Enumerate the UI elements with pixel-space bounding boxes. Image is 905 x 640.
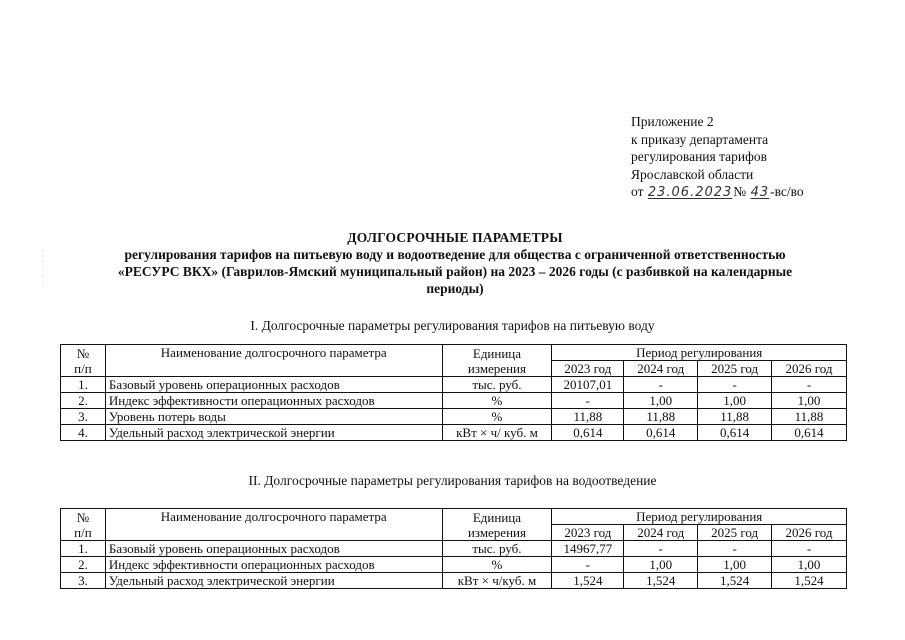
- table-header-row: [61, 509, 847, 525]
- row-value-2023: 0,614: [552, 425, 624, 441]
- row-value-2025: 1,524: [698, 573, 772, 589]
- row-param-name: Базовый уровень операционных расходов: [105, 541, 442, 557]
- row-value-2024: 1,524: [624, 573, 698, 589]
- appendix-line-2: к приказу департамента: [631, 131, 769, 147]
- row-value-2024: 0,614: [624, 425, 698, 441]
- row-value-2024: -: [624, 377, 698, 393]
- row-unit: тыс. руб.: [442, 541, 552, 557]
- row-value-2024: 1,00: [624, 557, 698, 573]
- table-row: [61, 409, 847, 425]
- drinking-water-table: [60, 344, 847, 441]
- row-unit: тыс. руб.: [442, 377, 552, 393]
- row-value-2024: 1,00: [624, 393, 698, 409]
- row-unit: %: [442, 557, 552, 573]
- table-row: [61, 425, 847, 441]
- number-suffix: -вс/во: [770, 184, 804, 199]
- table-row: [61, 541, 847, 557]
- row-value-2026: 0,614: [772, 425, 847, 441]
- header-param-name: Наименование долгосрочного параметра: [105, 345, 442, 377]
- header-num: [61, 509, 106, 541]
- row-num: 1.: [61, 377, 106, 393]
- section-1-heading: I. Долгосрочные параметры регулирования тарифов на питьевую воду: [250, 318, 655, 333]
- row-value-2026: 1,00: [772, 393, 847, 409]
- header-num-line1: №: [76, 345, 90, 361]
- row-num: 1.: [61, 541, 106, 557]
- row-value-2023: 14967,77: [552, 541, 624, 557]
- order-number: 43: [750, 185, 770, 200]
- title-line-4: периоды): [426, 281, 484, 296]
- header-unit: [442, 509, 552, 541]
- row-value-2023: 1,524: [552, 573, 624, 589]
- row-param-name: Удельный расход электрической энергии: [105, 573, 442, 589]
- row-value-2025: -: [698, 541, 772, 557]
- row-param-name: Удельный расход электрической энергии: [105, 425, 442, 441]
- header-unit: [442, 345, 552, 377]
- header-year-2023: 2023 год: [552, 525, 624, 541]
- appendix-date-line: [631, 183, 804, 202]
- header-year-2025: 2025 год: [698, 361, 772, 377]
- row-value-2024: 11,88: [624, 409, 698, 425]
- scan-artifact: [38, 250, 48, 290]
- row-num: 2.: [61, 393, 106, 409]
- row-param-name: Индекс эффективности операционных расходов: [105, 557, 442, 573]
- row-value-2025: 1,00: [698, 393, 772, 409]
- row-value-2025: 1,00: [698, 557, 772, 573]
- table-row: [61, 393, 847, 409]
- row-param-name: Индекс эффективности операционных расходов: [105, 393, 442, 409]
- row-value-2023: 20107,01: [552, 377, 624, 393]
- header-period: Период регулирования: [552, 509, 847, 525]
- wastewater-table: [60, 508, 847, 589]
- row-value-2025: 11,88: [698, 409, 772, 425]
- header-year-2024: 2024 год: [624, 361, 698, 377]
- header-unit-line2: измерения: [467, 524, 526, 540]
- title-line-3: «РЕСУРС ВКХ» (Гаврилов-Ямский муниципальный район) на 2023 – 2026 годы (с разбивкой на календарные: [117, 264, 793, 279]
- header-unit-line1: Единица: [472, 509, 522, 525]
- header-year-2024: 2024 год: [624, 525, 698, 541]
- row-unit: %: [442, 393, 552, 409]
- row-num: 4.: [61, 425, 106, 441]
- number-sign: №: [733, 184, 747, 199]
- appendix-line-3: регулирования тарифов: [631, 149, 768, 164]
- header-year-2023: 2023 год: [552, 361, 624, 377]
- row-num: 3.: [61, 409, 106, 425]
- row-value-2026: 1,00: [772, 557, 847, 573]
- row-value-2023: 11,88: [552, 409, 624, 425]
- header-num: [61, 345, 106, 377]
- table-row: [61, 573, 847, 589]
- header-num-line2: п/п: [74, 360, 92, 376]
- row-value-2026: -: [772, 377, 847, 393]
- header-unit-line1: Единица: [472, 345, 522, 361]
- header-year-2026: 2026 год: [772, 361, 847, 377]
- document-title: [70, 229, 840, 297]
- row-unit: кВт × ч/ куб. м: [442, 425, 552, 441]
- row-num: 3.: [61, 573, 106, 589]
- header-param-name: Наименование долгосрочного параметра: [105, 509, 442, 541]
- date-prefix: от: [631, 184, 644, 199]
- table-row: [61, 377, 847, 393]
- row-unit: %: [442, 409, 552, 425]
- header-year-2026: 2026 год: [772, 525, 847, 541]
- row-unit: кВт × ч/куб. м: [442, 573, 552, 589]
- header-period: Период регулирования: [552, 345, 847, 361]
- row-num: 2.: [61, 557, 106, 573]
- table-header-row: [61, 345, 847, 361]
- row-value-2026: -: [772, 541, 847, 557]
- appendix-note: [631, 113, 804, 202]
- row-param-name: Уровень потерь воды: [105, 409, 442, 425]
- row-value-2025: -: [698, 377, 772, 393]
- section-2-heading: II. Долгосрочные параметры регулирования тарифов на водоотведение: [248, 473, 657, 488]
- appendix-line-1: Приложение 2: [631, 114, 714, 129]
- header-year-2025: 2025 год: [698, 525, 772, 541]
- row-value-2023: -: [552, 393, 624, 409]
- row-value-2026: 1,524: [772, 573, 847, 589]
- header-num-line2: п/п: [74, 524, 92, 540]
- header-num-line1: №: [76, 509, 90, 525]
- order-date: 23.06.2023: [647, 185, 733, 200]
- row-value-2024: -: [624, 541, 698, 557]
- row-param-name: Базовый уровень операционных расходов: [105, 377, 442, 393]
- appendix-line-4: Ярославской области: [631, 166, 754, 182]
- title-main: ДОЛГОСРОЧНЫЕ ПАРАМЕТРЫ: [347, 230, 563, 245]
- table-row: [61, 557, 847, 573]
- row-value-2026: 11,88: [772, 409, 847, 425]
- row-value-2023: -: [552, 557, 624, 573]
- row-value-2025: 0,614: [698, 425, 772, 441]
- header-unit-line2: измерения: [467, 360, 526, 376]
- title-line-2: регулирования тарифов на питьевую воду и водоотведение для общества с ограниченной ответственностью: [124, 247, 786, 262]
